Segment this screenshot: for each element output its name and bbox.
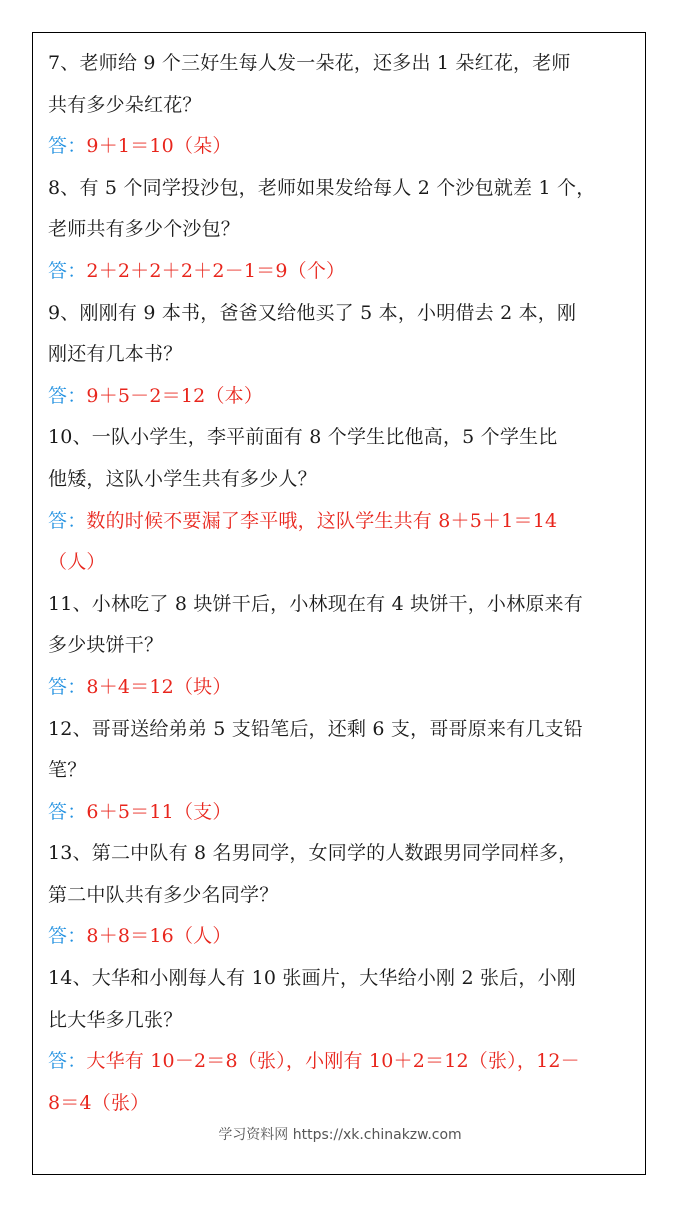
answer-prefix: 答： <box>48 259 87 282</box>
answer-prefix: 答： <box>48 925 87 948</box>
answer-10 <box>48 501 638 543</box>
answer-14 <box>48 1041 638 1083</box>
question-13-line-2: 第二中队共有多少名同学？ <box>48 883 279 906</box>
question-7-line-1: 7、老师给 9 个三好生每人发一朵花，还多出 1 朵红花，老师 <box>48 52 571 74</box>
answer-11-text: 8＋4＝12（块） <box>86 675 232 698</box>
question-8-line-1: 8、有 5 个同学投沙包，老师如果发给每人 2 个沙包就差 1 个， <box>48 176 596 199</box>
question-12-line-1: 12、哥哥送给弟弟 5 支铅笔后，还剩 6 支，哥哥原来有几支铅 <box>48 717 583 740</box>
question-10-line-1: 10、一队小学生，李平前面有 8 个学生比他高，5 个学生比 <box>48 426 558 449</box>
question-11-line-1: 11、小林吃了 8 块饼干后，小林现在有 4 块饼干，小林原来有 <box>48 592 583 615</box>
answer-13-text: 8＋8＝16（人） <box>86 925 232 948</box>
question-9-line-1: 9、刚刚有 9 本书，爸爸又给他买了 5 本，小明借去 2 本，刚 <box>48 301 577 324</box>
question-10-line-2: 他矮，这队小学生共有多少人？ <box>48 467 317 490</box>
answer-prefix: 答： <box>48 384 87 407</box>
answer-prefix: 答： <box>48 1050 87 1073</box>
answer-12-text: 6＋5＝11（支） <box>86 800 232 823</box>
answer-13 <box>48 916 638 958</box>
answer-11 <box>48 667 638 709</box>
answer-7-text: 9＋1＝10（朵） <box>86 135 232 158</box>
answer-8-text: 2＋2＋2＋2＋2－1＝9（个） <box>86 259 346 282</box>
footer-watermark: 学习资料网 https://xk.chinakzw.com <box>218 1127 462 1143</box>
answer-10-text-2: （人） <box>48 551 106 574</box>
answer-prefix: 答： <box>48 675 87 698</box>
page-frame <box>32 32 646 1175</box>
question-11-line-2: 多少块饼干？ <box>48 634 164 657</box>
answer-prefix: 答： <box>48 800 87 823</box>
document-content <box>48 43 638 1124</box>
answer-10-text-1: 数的时候不要漏了李平哦，这队学生共有 8＋5＋1＝14 <box>86 509 558 532</box>
answer-8 <box>48 251 638 293</box>
answer-14-text-2: 8＝4（张） <box>48 1091 150 1114</box>
question-12-line-2: 笔？ <box>48 759 87 782</box>
answer-9-text: 9＋5－2＝12（本） <box>86 384 264 407</box>
answer-9 <box>48 376 638 418</box>
question-8-line-2: 老师共有多少个沙包？ <box>48 218 241 241</box>
answer-12 <box>48 792 638 834</box>
answer-14-text-1: 大华有 10－2＝8（张），小刚有 10＋2＝12（张），12－ <box>86 1050 580 1073</box>
question-14-line-2: 比大华多几张？ <box>48 1008 183 1031</box>
answer-prefix: 答： <box>48 135 87 158</box>
answer-prefix: 答： <box>48 509 87 532</box>
question-9-line-2: 刚还有几本书？ <box>48 343 183 366</box>
answer-7 <box>48 126 638 168</box>
question-14-line-1: 14、大华和小刚每人有 10 张画片，大华给小刚 2 张后，小刚 <box>48 967 577 990</box>
question-13-line-1: 13、第二中队有 8 名男同学，女同学的人数跟男同学同样多， <box>48 842 578 865</box>
question-7-line-2: 共有多少朵红花？ <box>48 93 202 116</box>
